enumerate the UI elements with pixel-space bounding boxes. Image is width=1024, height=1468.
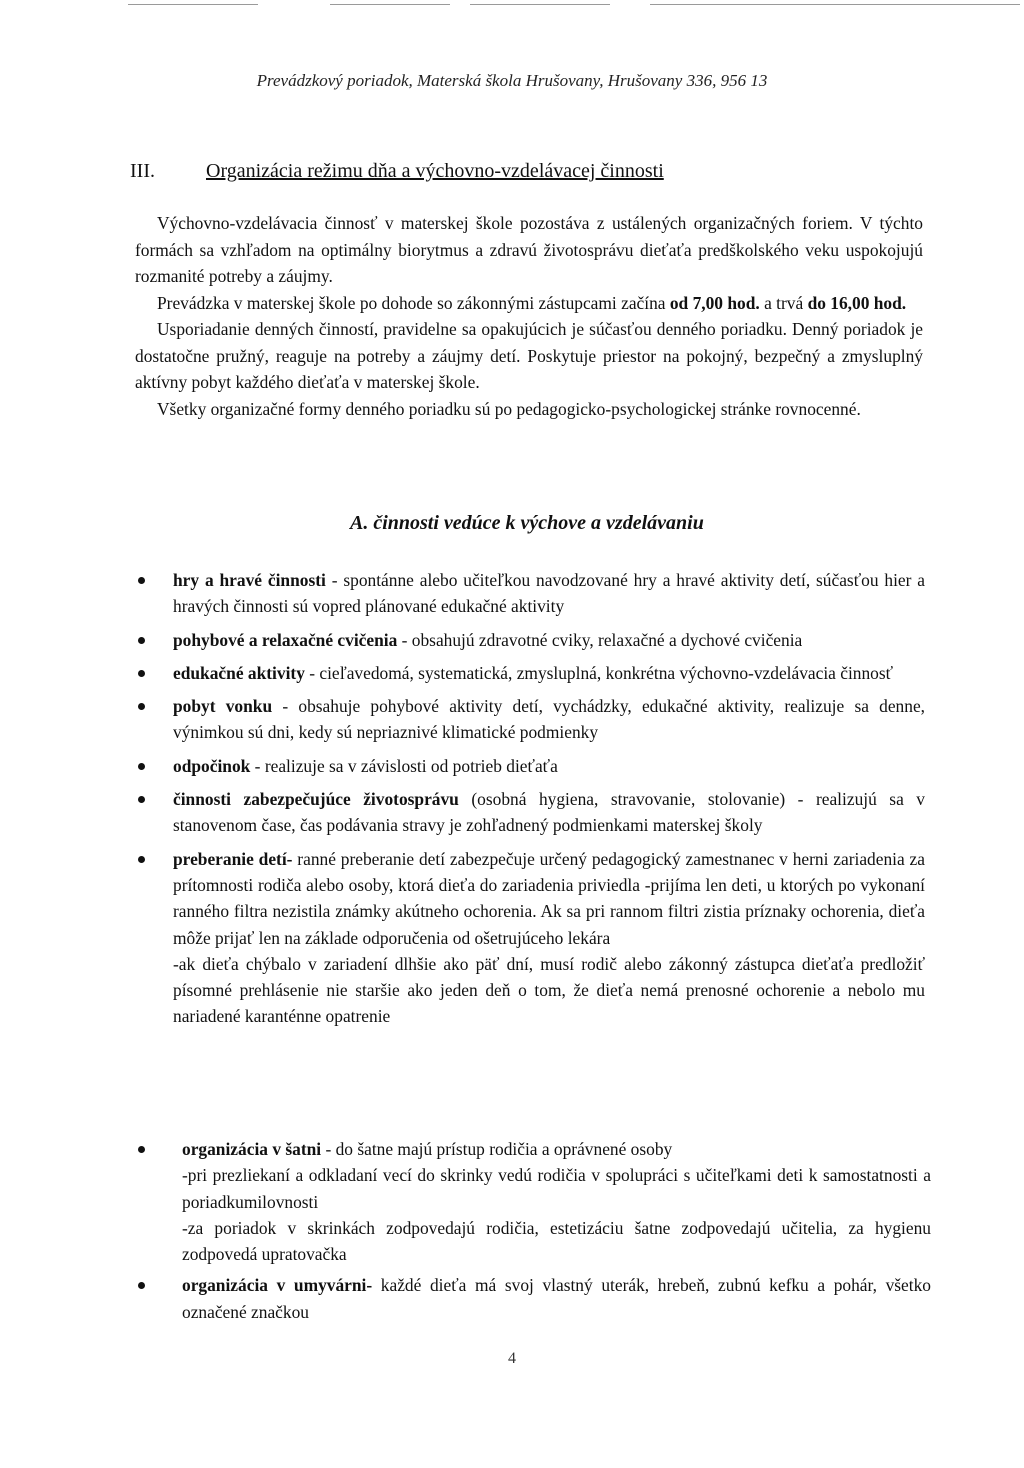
paragraph: Všetky organizačné formy denného poriadku sú po pedagogicko-psychologickej stránke rovnocenné. <box>157 398 861 419</box>
scan-line <box>650 4 1020 5</box>
bullet-icon <box>138 577 145 584</box>
list-item: činnosti zabezpečujúce životosprávu (osobná hygiena, stravovanie, stolovanie) - realizujú sa v stanovenom čase, čas podávania stravy je zohľadnený podmienkami materskej školy <box>135 786 925 839</box>
list-item: pobyt vonku - obsahuje pohybové aktivity detí, vychádzky, edukačné aktivity, realizuje sa denne, výnimkou sú dni, kedy sú nepriaznivé klimatické podmienky <box>135 693 925 746</box>
bullet-icon <box>138 1282 145 1289</box>
scan-line <box>470 4 610 5</box>
list-item-note: -pri prezliekaní a odkladaní vecí do skrinky vedú rodičia v spolupráci s učiteľkami deti k samostatnosti a poriadkumilovnosti <box>182 1165 931 1212</box>
list-item-note: -za poriadok v skrinkách zodpovedajú rodičia, estetizáciu šatne zodpovedajú učitelia, za hygienu zodpovedá upratovačka <box>182 1217 931 1265</box>
bullet-icon <box>138 670 145 677</box>
intro-text <box>135 210 923 422</box>
page-header: Prevádzkový poriadok, Materská škola Hrušovany, Hrušovany 336, 956 13 <box>256 71 768 90</box>
bullet-icon <box>138 637 145 644</box>
list-item: edukačné aktivity - cieľavedomá, systematická, zmysluplná, konkrétna výchovno-vzdelávacia činnosť <box>135 660 925 686</box>
scan-line <box>128 4 258 5</box>
list-item: organizácia v šatni - do šatne majú prístup rodičia a oprávnené osoby -pri prezliekaní a odkladaní vecí do skrinky vedú rodičia v spolupráci s učiteľkami deti k samostatnosti a poriadkumilovnosti -za poriadok v skrinkách zodpovedajú rodičia, estetizáciu šatne zodpovedajú učitelia, za hygienu zodpovedá upratovačka <box>135 1136 931 1267</box>
paragraph: Výchovno-vzdelávacia činnosť v materskej škole pozostáva z ustálených organizačných foriem. V týchto formách sa vzhľadom na optimálny biorytmus a zdravú životosprávu dieťaťa predškolského veku uspokojujú rozmanité potreby a záujmy. <box>135 213 923 286</box>
bullet-icon <box>138 763 145 770</box>
bullet-icon <box>138 796 145 803</box>
list-item: pohybové a relaxačné cvičenia - obsahujú zdravotné cviky, relaxačné a dychové cvičenia <box>135 627 925 653</box>
activities-list <box>135 567 925 1037</box>
paragraph: Usporiadanie denných činností, pravidelne sa opakujúcich je súčasťou denného poriadku. Denný poriadok je dostatočne pružný, reaguje na potreby a záujmy detí. Poskytuje priestor na pokojný, bezpečný a zmysluplný aktívny pobyt každého dieťaťa v materskej škole. <box>135 319 923 392</box>
list-item: preberanie detí- ranné preberanie detí zabezpečuje určený pedagogický zamestnanec v herni zariadenia za prítomnosti rodiča alebo osoby, ktorá dieťa do zariadenia priviedla -prijíma len deti, u ktorých po vykonaní ranného filtra nezistila známky akútneho ochorenia. Ak sa pri rannom filtri zistia príznaky ochorenia, dieťa môže prijať len na základe odporučenia od ošetrujúceho lekára -ak dieťa chýbalo v zariadení dlhšie ako päť dní, musí rodič alebo zákonný zástupca dieťaťa predložiť písomné prehlásenie nie staršie ako jeden deň o tom, že dieťa nemá prenosné ochorenie a nebolo mu nariadené karanténne opatrenie <box>135 846 925 1030</box>
bullet-icon <box>138 1146 145 1153</box>
subsection-heading: A. činnosti vedúce k výchove a vzdelávaniu <box>350 512 704 534</box>
facilities-list <box>135 1136 931 1330</box>
scan-line <box>330 4 450 5</box>
section-heading <box>130 160 664 183</box>
list-item: organizácia v umyvárni- každé dieťa má svoj vlastný uterák, hrebeň, zubnú kefku a pohár, všetko označené značkou <box>135 1272 931 1325</box>
list-item: hry a hravé činnosti - spontánne alebo učiteľkou navodzované hry a hravé aktivity detí, súčasťou hier a hravých činnosti sú vopred plánované edukačné aktivity <box>135 567 925 620</box>
page-number: 4 <box>508 1350 516 1367</box>
bullet-icon <box>138 856 145 863</box>
list-item-note: -ak dieťa chýbalo v zariadení dlhšie ako päť dní, musí rodič alebo zákonný zástupca dieťaťa predložiť písomné prehlásenie nie staršie ako jeden deň o tom, že dieťa nemá prenosné ochorenie a nebolo mu nariadené karanténne opatrenie <box>173 953 925 1027</box>
paragraph: Prevádzka v materskej škole po dohode so zákonnými zástupcami začína od 7,00 hod. a trvá do 16,00 hod. <box>157 292 907 313</box>
section-number: III. <box>130 160 155 182</box>
bullet-icon <box>138 703 145 710</box>
list-item: odpočinok - realizuje sa v závislosti od potrieb dieťaťa <box>135 753 925 779</box>
section-title: Organizácia režimu dňa a výchovno-vzdelávacej činnosti <box>206 160 664 182</box>
